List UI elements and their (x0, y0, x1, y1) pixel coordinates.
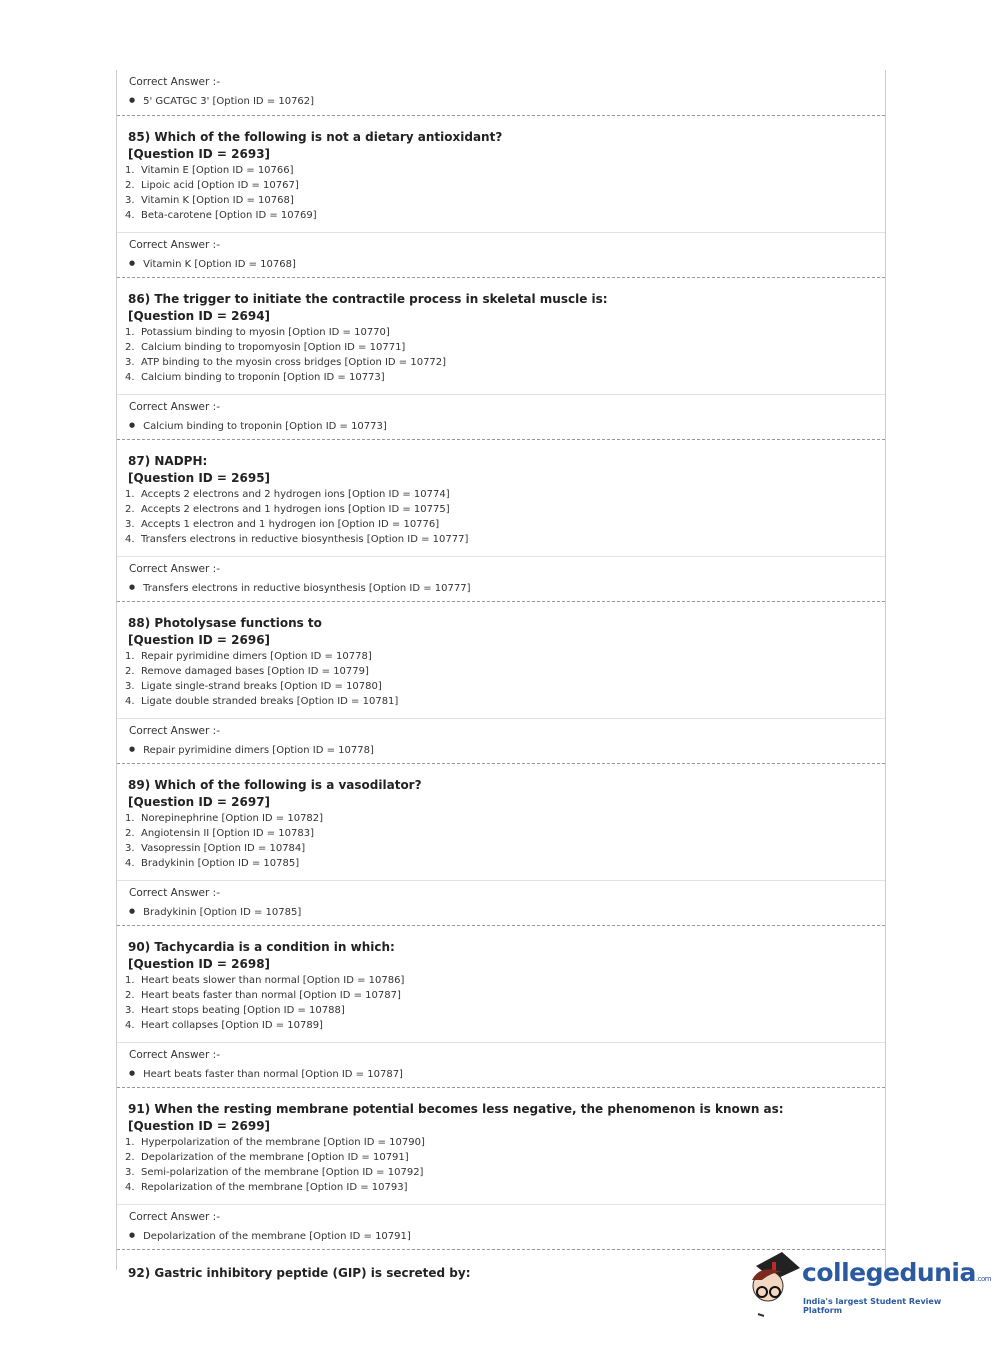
question-block (117, 764, 885, 926)
correct-answer-label: Correct Answer :- (129, 1049, 220, 1061)
brand-tagline: India's largest Student Review Platform (803, 1297, 942, 1315)
option-item (125, 1180, 885, 1195)
option-text: Beta-carotene [Option ID = 10769] (141, 210, 317, 221)
option-item (125, 1150, 885, 1165)
option-item (125, 811, 885, 826)
option-item (125, 826, 885, 841)
option-number: 3. (125, 1005, 135, 1016)
question-title: 90) Tachycardia is a condition in which: (128, 940, 395, 954)
option-text: Heart beats faster than normal [Option ID = 10787] (141, 990, 401, 1001)
correct-answer: ● Repair pyrimidine dimers [Option ID = 10778] (129, 740, 873, 760)
option-text: Heart collapses [Option ID = 10789] (141, 1020, 323, 1031)
option-text: Vasopressin [Option ID = 10784] (141, 843, 306, 854)
question-id: [Question ID = 2698] (128, 957, 271, 971)
option-number: 2. (125, 342, 135, 353)
option-item (125, 325, 885, 340)
option-number: 1. (125, 651, 135, 662)
question-block (117, 1088, 885, 1250)
correct-answer: ● Calcium binding to troponin [Option ID = 10773] (129, 416, 873, 436)
option-item (125, 1003, 885, 1018)
option-text: Vitamin E [Option ID = 10766] (141, 165, 294, 176)
option-text: Lipoic acid [Option ID = 10767] (141, 180, 299, 191)
option-text: Ligate single-strand breaks [Option ID = 10780] (141, 681, 382, 692)
option-number: 4. (125, 858, 135, 869)
option-number: 4. (125, 1182, 135, 1193)
option-text: Heart stops beating [Option ID = 10788] (141, 1005, 345, 1016)
option-number: 1. (125, 165, 135, 176)
answer-section (117, 557, 885, 602)
question-title: 92) Gastric inhibitory peptide (GIP) is secreted by: (128, 1266, 471, 1280)
option-number: 3. (125, 843, 135, 854)
option-item (125, 193, 885, 208)
option-item (125, 679, 885, 694)
question-title: 91) When the resting membrane potential becomes less negative, the phenomenon is known as: (128, 1102, 784, 1116)
question-id: [Question ID = 2695] (128, 471, 271, 485)
option-item (125, 1135, 885, 1150)
correct-answer: ● Heart beats faster than normal [Option ID = 10787] (129, 1064, 873, 1084)
correct-answer: ● Transfers electrons in reductive biosynthesis [Option ID = 10777] (129, 578, 873, 598)
option-number: 4. (125, 210, 135, 221)
option-number: 1. (125, 1137, 135, 1148)
option-text: Norepinephrine [Option ID = 10782] (141, 813, 324, 824)
option-item (125, 1165, 885, 1180)
collegedunia-logo (742, 1250, 992, 1320)
option-text: Accepts 2 electrons and 2 hydrogen ions [Option ID = 10774] (141, 489, 450, 500)
option-item (125, 355, 885, 370)
option-number: 1. (125, 327, 135, 338)
question-id: [Question ID = 2697] (128, 795, 271, 809)
option-item (125, 649, 885, 664)
option-text: Depolarization of the membrane [Option ID = 10791] (141, 1152, 409, 1163)
question-title: 88) Photolysase functions to (128, 616, 322, 630)
option-number: 1. (125, 489, 135, 500)
option-number: 4. (125, 372, 135, 383)
correct-answer-label: Correct Answer :- (129, 401, 220, 413)
option-text: Vitamin K [Option ID = 10768] (141, 195, 294, 206)
question-title: 89) Which of the following is a vasodilator? (128, 778, 422, 792)
option-text: Accepts 1 electron and 1 hydrogen ion [Option ID = 10776] (141, 519, 440, 530)
option-number: 2. (125, 828, 135, 839)
option-number: 3. (125, 681, 135, 692)
question-block (117, 278, 885, 440)
option-item (125, 208, 885, 223)
option-text: Calcium binding to troponin [Option ID = 10773] (141, 372, 385, 383)
option-item (125, 973, 885, 988)
option-number: 4. (125, 534, 135, 545)
option-item (125, 163, 885, 178)
question-block (117, 116, 885, 278)
option-number: 3. (125, 1167, 135, 1178)
question-title: 87) NADPH: (128, 454, 208, 468)
answer-section (117, 70, 885, 116)
option-item (125, 1018, 885, 1033)
option-text: Heart beats slower than normal [Option ID = 10786] (141, 975, 405, 986)
correct-answer: ● Depolarization of the membrane [Option ID = 10791] (129, 1226, 873, 1246)
brand-name: collegedunia.com (802, 1258, 992, 1287)
option-text: ATP binding to the myosin cross bridges [Option ID = 10772] (141, 357, 447, 368)
answer-section (117, 395, 885, 440)
answer-section (117, 1205, 885, 1250)
question-id: [Question ID = 2694] (128, 309, 271, 323)
correct-answer-label: Correct Answer :- (129, 563, 220, 575)
answer-section (117, 881, 885, 926)
option-number: 2. (125, 990, 135, 1001)
correct-answer: ● 5' GCATGC 3' [Option ID = 10762] (129, 91, 873, 111)
option-text: Semi-polarization of the membrane [Option ID = 10792] (141, 1167, 424, 1178)
option-text: Ligate double stranded breaks [Option ID = 10781] (141, 696, 399, 707)
option-item (125, 694, 885, 709)
option-item (125, 841, 885, 856)
option-number: 3. (125, 195, 135, 206)
option-item (125, 487, 885, 502)
option-number: 1. (125, 975, 135, 986)
question-block (117, 926, 885, 1088)
question-title: 85) Which of the following is not a dietary antioxidant? (128, 130, 503, 144)
option-number: 2. (125, 504, 135, 515)
option-item (125, 988, 885, 1003)
option-number: 4. (125, 696, 135, 707)
option-text: Bradykinin [Option ID = 10785] (141, 858, 300, 869)
question-sheet (116, 70, 886, 1280)
correct-answer-label: Correct Answer :- (129, 76, 220, 88)
option-number: 3. (125, 519, 135, 530)
question-id: [Question ID = 2696] (128, 633, 271, 647)
option-text: Angiotensin II [Option ID = 10783] (141, 828, 314, 839)
correct-answer-label: Correct Answer :- (129, 1211, 220, 1223)
mascot-icon (742, 1250, 802, 1320)
option-item (125, 664, 885, 679)
option-text: Transfers electrons in reductive biosynthesis [Option ID = 10777] (141, 534, 469, 545)
option-item (125, 178, 885, 193)
option-text: Hyperpolarization of the membrane [Option ID = 10790] (141, 1137, 425, 1148)
option-item (125, 532, 885, 547)
correct-answer-label: Correct Answer :- (129, 887, 220, 899)
answer-section (117, 1043, 885, 1088)
option-text: Repolarization of the membrane [Option ID = 10793] (141, 1182, 408, 1193)
question-id: [Question ID = 2693] (128, 147, 271, 161)
question-id: [Question ID = 2699] (128, 1119, 271, 1133)
question-title: 86) The trigger to initiate the contractile process in skeletal muscle is: (128, 292, 608, 306)
option-item (125, 340, 885, 355)
answer-section (117, 233, 885, 278)
answer-section (117, 719, 885, 764)
option-number: 1. (125, 813, 135, 824)
option-item (125, 370, 885, 385)
option-number: 4. (125, 1020, 135, 1031)
correct-answer-label: Correct Answer :- (129, 239, 220, 251)
option-text: Accepts 2 electrons and 1 hydrogen ions [Option ID = 10775] (141, 504, 450, 515)
correct-answer: ● Vitamin K [Option ID = 10768] (129, 254, 873, 274)
question-block (117, 602, 885, 764)
correct-answer-label: Correct Answer :- (129, 725, 220, 737)
option-text: Repair pyrimidine dimers [Option ID = 10778] (141, 651, 372, 662)
question-block (117, 440, 885, 602)
option-number: 2. (125, 666, 135, 677)
correct-answer: ● Bradykinin [Option ID = 10785] (129, 902, 873, 922)
option-number: 2. (125, 180, 135, 191)
option-text: Remove damaged bases [Option ID = 10779] (141, 666, 369, 677)
option-item (125, 517, 885, 532)
option-text: Calcium binding to tropomyosin [Option ID = 10771] (141, 342, 406, 353)
option-text: Potassium binding to myosin [Option ID = 10770] (141, 327, 390, 338)
option-item (125, 856, 885, 871)
option-number: 3. (125, 357, 135, 368)
option-number: 2. (125, 1152, 135, 1163)
option-item (125, 502, 885, 517)
